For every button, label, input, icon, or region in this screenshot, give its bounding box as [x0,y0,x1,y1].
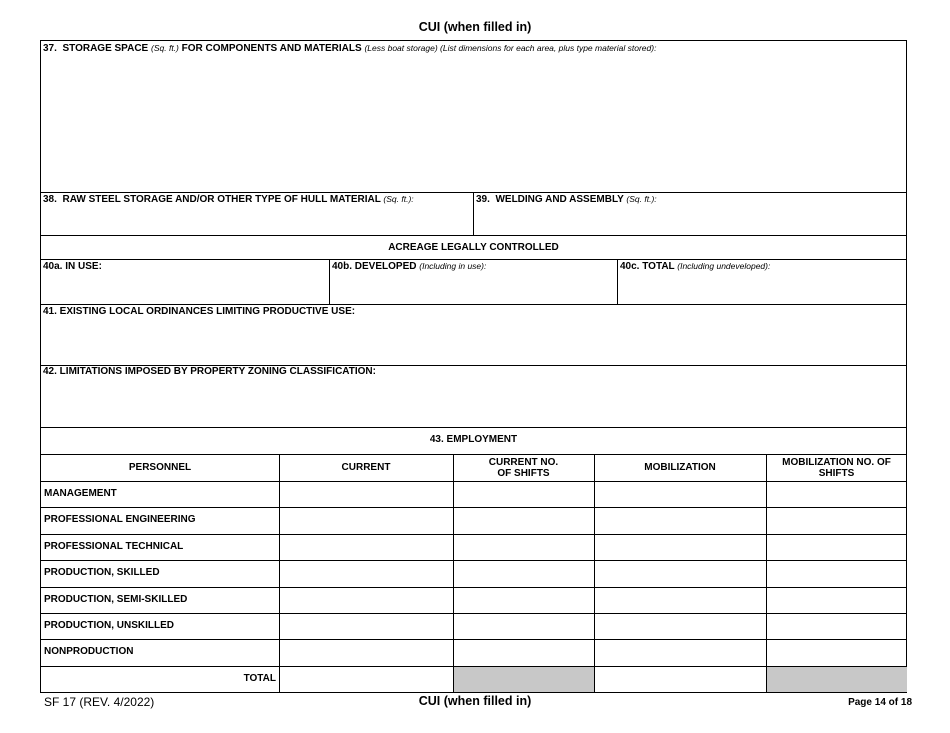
table-cell-field[interactable] [595,613,766,639]
table-header-cell: MOBILIZATION [644,462,716,473]
section-37-field[interactable] [41,55,906,191]
table-cell-field[interactable] [280,560,453,586]
table-cell-field[interactable] [595,560,766,586]
table-cell-field[interactable] [280,507,453,533]
total-row-label: TOTAL [243,672,276,684]
table-row-label: PROFESSIONAL ENGINEERING [44,514,196,526]
section-40c-field[interactable] [619,273,907,303]
table-cell-field[interactable] [595,481,766,507]
section-42-label: 42. LIMITATIONS IMPOSED BY PROPERTY ZONING CLASSIFICATION: [43,366,376,377]
section-40a-field[interactable] [41,273,327,303]
section-40b-field[interactable] [331,273,616,303]
divider-42 [41,427,906,428]
table-cell-field[interactable] [280,639,453,665]
footer-cui: CUI (when filled in) [418,694,532,708]
total-mobilization-shifts-gray-cell [767,667,907,692]
divider-40 [41,304,906,305]
table-cell-field[interactable] [280,613,453,639]
section-40c-label: 40c. TOTAL (Including undeveloped): [620,261,771,272]
footer-page: Page 14 of 18 [848,697,912,708]
table-cell-field[interactable] [280,587,453,613]
table-cell-field[interactable] [767,639,907,665]
table-cell-field[interactable] [767,587,907,613]
header-cui: CUI (when filled in) [418,20,532,34]
divider-40b-40c [617,259,618,304]
table-cell-field[interactable] [595,639,766,665]
table-cell-field[interactable] [767,560,907,586]
table-cell-field[interactable] [767,481,907,507]
table-row-label: MANAGEMENT [44,488,117,499]
employment-title: 43. EMPLOYMENT [429,434,518,445]
table-cell-field[interactable] [454,639,594,665]
section-38-field[interactable] [41,206,471,234]
table-cell-field[interactable] [280,481,453,507]
acreage-title: ACREAGE LEGALLY CONTROLLED [388,242,559,253]
table-header-cell: MOBILIZATION NO. OF SHIFTS [782,456,891,479]
section-37-label: 37. STORAGE SPACE (Sq. ft.) FOR COMPONENTS AND MATERIALS (Less boat storage) (List dimensions for each area, plus type material stored): [43,43,657,54]
divider-38-39 [473,192,474,235]
table-cell-field[interactable] [595,534,766,560]
section-42-field[interactable] [41,379,906,426]
table-header-cell: PERSONNEL [128,462,192,473]
total-shifts-gray-cell [454,667,594,692]
table-cell-field[interactable] [595,507,766,533]
table-cell-field[interactable] [767,534,907,560]
section-41-field[interactable] [41,319,906,364]
table-cell-field[interactable] [454,481,594,507]
table-cell-field[interactable] [595,587,766,613]
footer-form-id: SF 17 (REV. 4/2022) [44,695,155,709]
table-cell-field[interactable] [454,587,594,613]
table-row-label: PRODUCTION, UNSKILLED [44,620,174,631]
divider-39 [41,235,906,236]
table-row-label: PRODUCTION, SKILLED [44,567,160,579]
table-header-cell: CURRENT [341,462,391,473]
table-cell-field[interactable] [767,507,907,533]
table-cell-field[interactable] [280,534,453,560]
table-cell-field[interactable] [454,613,594,639]
divider-acreage [41,259,906,260]
total-current-field[interactable] [280,666,453,692]
total-mobilization-field[interactable] [595,666,766,692]
table-cell-field[interactable] [767,613,907,639]
table-header-cell: CURRENT NO. OF SHIFTS [488,456,559,479]
table-cell-field[interactable] [454,534,594,560]
table-row-label: NONPRODUCTION [44,646,134,658]
divider-40a-40b [329,259,330,304]
table-row-label: PRODUCTION, SEMI-SKILLED [44,593,188,605]
section-41-label: 41. EXISTING LOCAL ORDINANCES LIMITING PRODUCTIVE USE: [43,306,356,317]
section-39-field[interactable] [475,206,907,234]
section-39-label: 39. WELDING AND ASSEMBLY (Sq. ft.): [476,194,657,205]
section-40b-label: 40b. DEVELOPED (Including in use): [332,261,487,272]
table-row-label: PROFESSIONAL TECHNICAL [44,540,184,552]
section-38-label: 38. RAW STEEL STORAGE AND/OR OTHER TYPE OF HULL MATERIAL (Sq. ft.): [43,194,414,205]
table-cell-field[interactable] [454,507,594,533]
form-frame [40,40,907,693]
table-cell-field[interactable] [454,560,594,586]
section-40a-label: 40a. IN USE: [43,261,102,272]
